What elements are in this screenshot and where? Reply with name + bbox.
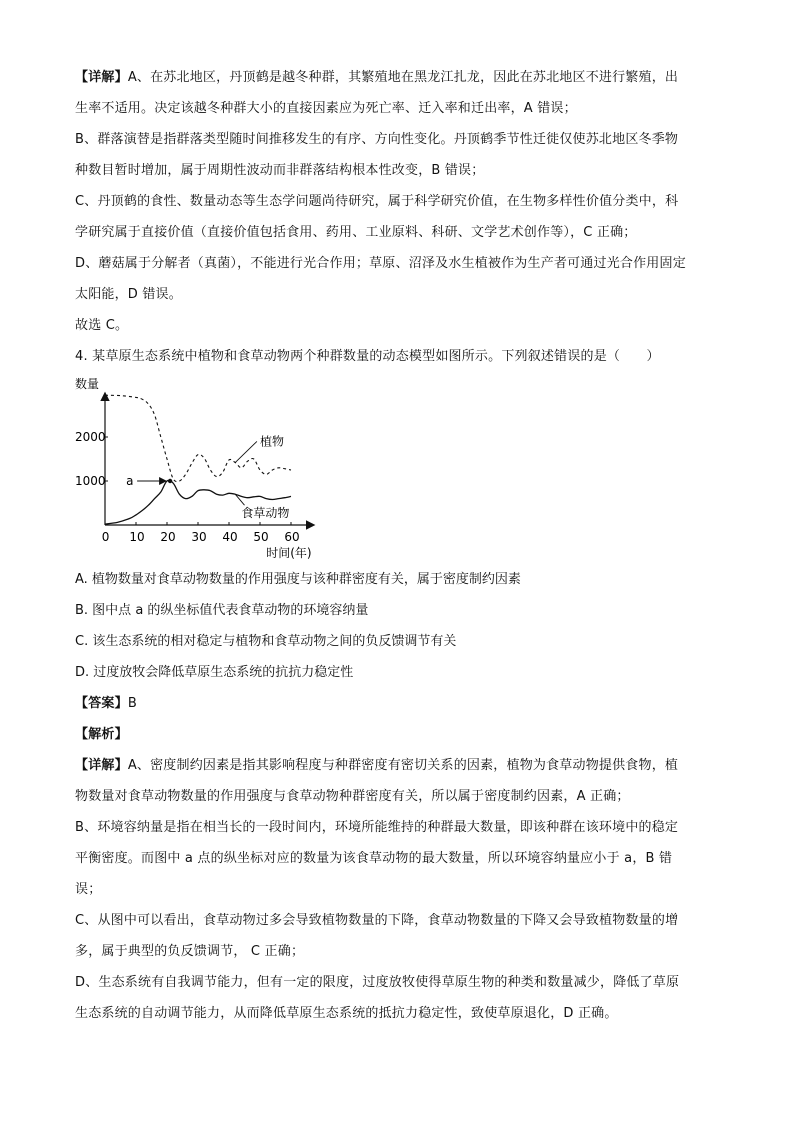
answer-line: [75, 688, 725, 719]
prev-detail-line-3: 种数目暂时增加，属于周期性波动而非群落结构根本性改变，B 错误；: [75, 163, 485, 178]
analysis-line-5: C、从图中可以看出，食草动物过多会导致植物数量的下降，食草动物数量的下降又会导致植物数量的增: [75, 913, 679, 928]
prev-detail-line-6: D、蘑菇属于分解者（真菌），不能进行光合作用；草原、沼泽及水生植被作为生产者可通过光合作用固定: [75, 256, 686, 271]
analysis-line-8: 生态系统的自动调节能力，从而降低草原生态系统的抵抗力稳定性，致使草原退化，D 正确。: [75, 1006, 618, 1021]
prev-detail-line-2: B、群落演替是指群落类型随时间推移发生的有序、方向性变化。丹顶鹤季节性迁徙仅使苏北地区冬季物: [75, 132, 679, 147]
analysis-line-1: 物数量对食草动物数量的作用强度与食草动物种群密度有关，所以属于密度制约因素，A 正确；: [75, 789, 630, 804]
x-tick-label: 40: [222, 530, 238, 544]
x-tick-label: 20: [160, 530, 176, 544]
point-a-label: a: [126, 474, 134, 488]
option-b: B. 图中点 a 的纵坐标值代表食草动物的环境容纳量: [75, 603, 369, 618]
analysis-line-0: 【详解】A、密度制约因素是指其影响程度与种群密度有密切关系的因素，植物为食草动物提供食物，植: [75, 758, 679, 773]
x-tick-label: 50: [253, 530, 269, 544]
series-label-plant: 植物: [260, 434, 285, 449]
y-ticks: [75, 430, 108, 488]
prev-detail-line-7: 太阳能，D 错误。: [75, 287, 182, 302]
option-d: D. 过度放牧会降低草原生态系统的抗抗力稳定性: [75, 665, 354, 680]
analysis-tag: 【解析】: [75, 727, 128, 742]
analysis-line-3: 平衡密度。而图中 a 点的纵坐标对应的数量为该食草动物的最大数量，所以环境容纳量应小于 a，B 错: [75, 851, 673, 866]
prev-detail-line-1: 生率不适用。决定该越冬种群大小的直接因素应为死亡率、迁入率和迁出率，A 错误；: [75, 101, 577, 116]
prev-detail-line-4: C、丹顶鹤的食性、数量动态等生态学问题尚待研究，属于科学研究价值，在生物多样性价值分类中，科: [75, 194, 679, 209]
option-a: A. 植物数量对食草动物数量的作用强度与该种群密度有关，属于密度制约因素: [75, 572, 521, 587]
y-tick-label: 2000: [75, 430, 106, 444]
option-c: C. 该生态系统的相对稳定与植物和食草动物之间的负反馈调节有关: [75, 634, 457, 649]
prev-conclusion: 故选 C。: [75, 318, 129, 333]
analysis-line-7: D、生态系统有自我调节能力，但有一定的限度，过度放牧使得草原生物的种类和数量减少，降低了草原: [75, 975, 680, 990]
answer-tag: 【答案】: [75, 696, 128, 711]
point-a-marker: [168, 479, 172, 483]
x-tick-label: 0: [101, 530, 110, 544]
y-axis-label: 数量: [75, 377, 100, 391]
prev-detail-line-0: 【详解】A、在苏北地区，丹顶鹤是越冬种群，其繁殖地在黑龙江扎龙，因此在苏北地区不进行繁殖，出: [75, 70, 679, 85]
analysis-detail-tag: 【详解】: [75, 758, 128, 773]
answer-value: B: [127, 696, 137, 711]
prev-detail-line-5: 学研究属于直接价值（直接价值包括食用、药用、工业原料、科研、文学艺术创作等），C 正确；: [75, 225, 637, 240]
x-tick-label: 10: [129, 530, 145, 544]
prev-detail-tag: 【详解】: [75, 70, 128, 85]
question-stem: 4. 某草原生态系统中植物和食草动物两个种群数量的动态模型如图所示。下列叙述错误的是（ ）: [75, 349, 660, 364]
population-chart-svg: [75, 374, 335, 560]
x-tick-label: 60: [284, 530, 300, 544]
document-page: [75, 62, 725, 1029]
x-tick-label: 30: [191, 530, 207, 544]
x-axis-label: 时间(年): [266, 546, 312, 560]
analysis-line-4: 误；: [75, 882, 102, 897]
analysis-line-2: B、环境容纳量是指在相当长的一段时间内，环境所能维持的种群最大数量，即该种群在该环境中的稳定: [75, 820, 679, 835]
y-tick-label: 1000: [75, 474, 106, 488]
population-chart: [75, 374, 335, 560]
analysis-line-6: 多，属于典型的负反馈调节， C 正确；: [75, 944, 305, 959]
series-label-herbivore: 食草动物: [241, 506, 290, 521]
